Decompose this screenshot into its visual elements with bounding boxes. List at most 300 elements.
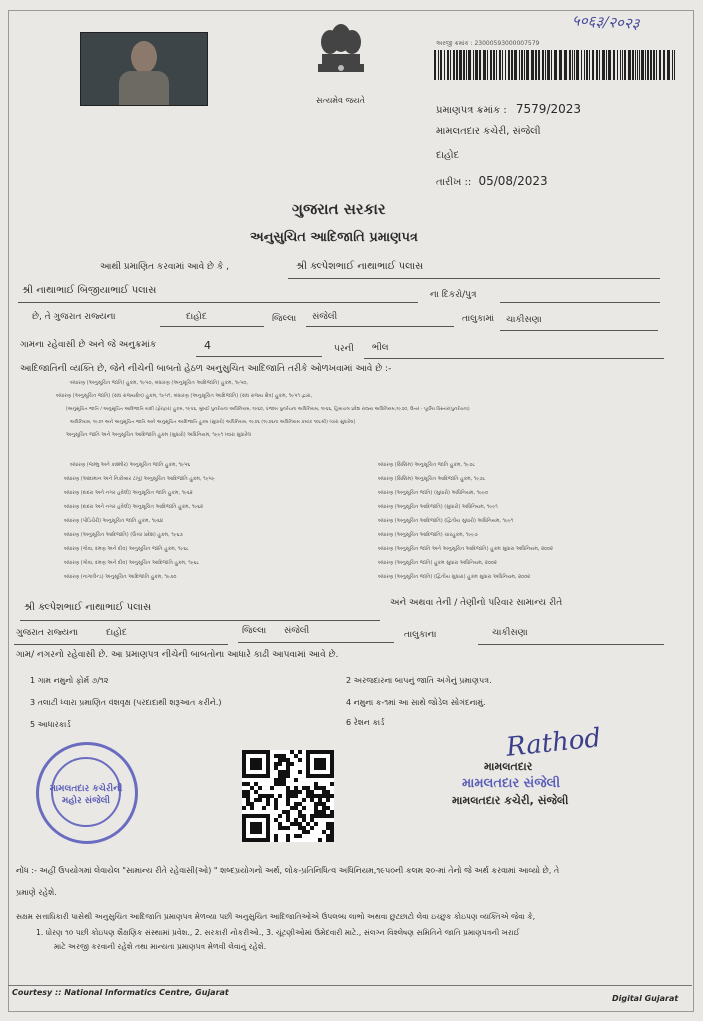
barcode-bar bbox=[450, 50, 451, 80]
qr-module bbox=[306, 790, 310, 794]
qr-module bbox=[314, 806, 318, 810]
issuing-district: દાહોદ bbox=[436, 150, 460, 161]
village-underline bbox=[500, 330, 658, 331]
qr-module bbox=[310, 790, 314, 794]
date-value: 05/08/2023 bbox=[478, 174, 548, 188]
barcode-bar bbox=[466, 50, 467, 80]
taluka-value: સંજેલી bbox=[312, 312, 338, 322]
qr-module bbox=[322, 786, 326, 790]
barcode-bar bbox=[456, 50, 458, 80]
handwritten-reference: ५०६३/२०२३ bbox=[571, 11, 640, 33]
qr-module bbox=[286, 786, 290, 790]
barcode-bar bbox=[620, 50, 621, 80]
barcode-bar bbox=[496, 50, 497, 80]
qr-module bbox=[314, 786, 318, 790]
qr-module bbox=[274, 806, 278, 810]
qr-module bbox=[322, 806, 326, 810]
qr-module bbox=[290, 806, 294, 810]
act-item: બંધારણ (સિક્કિમ) અનુસૂચિત જાતિ હુકમ, ૧૯૭૮ bbox=[378, 462, 476, 468]
qr-module bbox=[322, 802, 326, 806]
qr-module bbox=[278, 814, 282, 818]
act-item: બંધારણ (ગોવા, દમણ અને દીવ) અનુસૂચિત આદિજાતિ હુકમ, ૧૯૬૮ bbox=[64, 560, 200, 566]
res-taluka-underline bbox=[238, 642, 394, 643]
barcode-bar bbox=[487, 50, 488, 80]
qr-module bbox=[262, 794, 266, 798]
qr-module bbox=[302, 818, 306, 822]
barcode-bar bbox=[572, 50, 573, 80]
qr-module bbox=[326, 806, 330, 810]
qr-module bbox=[242, 806, 246, 810]
qr-module bbox=[322, 790, 326, 794]
qr-module bbox=[330, 834, 334, 838]
act-item: બંધારણ (દાદરા અને નગર હવેલી) અનુસૂચિત જાતિ હુકમ, ૧૯૬૨ bbox=[64, 490, 193, 496]
district-underline bbox=[160, 326, 264, 327]
res-taluka-label: તાલુકાના bbox=[404, 630, 437, 640]
district-value: દાહોદ bbox=[186, 312, 207, 322]
act-item: બંધારણ (અનુસૂચિત આદિજાતિ) (દ્વિતીય સુધારો) અધિનિયમ, ૧૯૯૧ bbox=[378, 518, 514, 524]
footer-courtesy: Courtesy :: National Informatics Centre, Gujarat bbox=[12, 988, 229, 997]
signature: Rathod bbox=[504, 723, 603, 763]
qr-module bbox=[298, 770, 302, 774]
qr-module bbox=[314, 810, 318, 814]
qr-module bbox=[266, 794, 270, 798]
qr-module bbox=[314, 802, 318, 806]
qr-module bbox=[278, 762, 282, 766]
act-item: બંધારણ (અનુસૂચિત જાતિ) (દ્વિતીય સુધારા) હુકમ સુધારા અધિનિયમ, ૨૦૦૨ bbox=[378, 574, 531, 580]
barcode-bar bbox=[483, 50, 486, 80]
qr-module bbox=[298, 758, 302, 762]
document-item: 3 તલાટી ધ્વારા પ્રમાણિત વંશવૃક્ષ (પરદાદાથી શરૂઆત કરીને.) bbox=[30, 698, 222, 707]
cert-no-label: પ્રમાણપત્ર ક્રમાંક : bbox=[436, 105, 507, 116]
barcode-bar bbox=[641, 50, 644, 80]
qr-module bbox=[322, 830, 326, 834]
qr-module bbox=[298, 834, 302, 838]
qr-module bbox=[250, 802, 254, 806]
page-border bbox=[8, 10, 694, 1012]
recognized-text: આદિજાતિની વ્યક્તિ છે, જેને નીચેની બાબતો હેઠળ અનુસુચિત આદિજાતિ તરીકે ઓળખવામાં આવે છે :- bbox=[20, 364, 392, 374]
father-underline bbox=[18, 302, 418, 303]
son-underline bbox=[500, 302, 660, 303]
qr-module bbox=[314, 782, 318, 786]
qr-module bbox=[278, 758, 282, 762]
qr-module bbox=[314, 794, 318, 798]
qr-code bbox=[242, 750, 334, 842]
act-item: બંધારણ (આંદામાન અને નિકોબાર ટાપુ) અનુસૂચિત આદિજાતિ હુકમ, ૧૯૫૯ bbox=[64, 476, 215, 482]
barcode-bar bbox=[473, 50, 474, 80]
act-item: અધિનિયમ, ૧૯૭૧ અને અનુસૂચિત જાતિ અને અનુસૂચિત આદિજાતિ હુકમ (સુધારો) અધિનિયમ, ૧૯૭૬ (૧૯૭૬ના અધિનિયમ ક્રમાંક ૧૦૮થી) ધ્વારા સુધારેલ] bbox=[70, 420, 356, 425]
qr-module bbox=[298, 802, 302, 806]
village-value: ચાકીસણા bbox=[506, 315, 542, 325]
barcode-bar bbox=[440, 50, 442, 80]
issue-date bbox=[436, 174, 548, 188]
barcode-bar bbox=[459, 50, 462, 80]
footer-brand: Digital Gujarat bbox=[612, 994, 679, 1003]
qr-module bbox=[278, 794, 282, 798]
qr-module bbox=[294, 802, 298, 806]
barcode-bar bbox=[574, 50, 575, 80]
act-item: બંધારણ (અનુસૂચિત જાતિ) હુકમ સુધારા અધિનિયમ, ૨૦૦૨ bbox=[378, 560, 497, 566]
qr-module bbox=[282, 770, 286, 774]
issuing-office: મામલતદાર કચેરી, સંજેલી bbox=[436, 126, 541, 137]
barcode-bar bbox=[434, 50, 436, 80]
qr-module bbox=[274, 818, 278, 822]
barcode-bar bbox=[490, 50, 492, 80]
qr-module bbox=[254, 798, 258, 802]
barcode-bar bbox=[493, 50, 495, 80]
qr-module bbox=[330, 782, 334, 786]
signatory-office: મામલતદાર કચેરી, સંજેલી bbox=[452, 794, 569, 807]
qr-module bbox=[318, 786, 322, 790]
qr-module bbox=[298, 822, 302, 826]
barcode-bar bbox=[672, 50, 673, 80]
father-name: શ્રી નાથાભાઈ બિજીયાભાઈ પલાસ bbox=[22, 285, 157, 296]
qr-module bbox=[330, 838, 334, 842]
applicant-photo bbox=[80, 32, 208, 106]
qr-module bbox=[326, 826, 330, 830]
qr-module bbox=[258, 786, 262, 790]
act-item: બંધારણ (દાદરા અને નગર હવેલી) અનુસૂચિત આદિજાતિ હુકમ, ૧૯૬૨ bbox=[64, 504, 204, 510]
qr-module bbox=[298, 810, 302, 814]
act-item: બંધારણ (અનુસૂચિત આદિજાતિ) ચારહુકમ, ૧૯૯૭ bbox=[378, 532, 478, 538]
qr-module bbox=[322, 810, 326, 814]
qr-module bbox=[274, 782, 278, 786]
footer-divider bbox=[8, 985, 692, 986]
qr-module bbox=[286, 838, 290, 842]
barcode-bar bbox=[453, 50, 455, 80]
qr-module bbox=[314, 814, 318, 818]
qr-module bbox=[274, 762, 278, 766]
barcode-bar bbox=[538, 50, 540, 80]
qr-module bbox=[274, 838, 278, 842]
qr-module bbox=[286, 802, 290, 806]
qr-finder bbox=[314, 758, 326, 770]
barcode-bar bbox=[499, 50, 501, 80]
barcode-bar bbox=[650, 50, 652, 80]
barcode-bar bbox=[468, 50, 471, 80]
qr-module bbox=[302, 798, 306, 802]
qr-module bbox=[286, 794, 290, 798]
qr-module bbox=[294, 778, 298, 782]
qr-module bbox=[274, 778, 278, 782]
barcode-bar bbox=[667, 50, 670, 80]
qr-module bbox=[278, 782, 282, 786]
barcode-bar bbox=[602, 50, 605, 80]
qr-module bbox=[286, 770, 290, 774]
qr-module bbox=[254, 782, 258, 786]
qr-module bbox=[326, 834, 330, 838]
res-village-underline bbox=[478, 644, 664, 645]
barcode bbox=[432, 50, 678, 80]
note-line: 1. ધોરણ ૧૦ પછી કોઇપણ શૈક્ષણિક સંસ્થામાં પ્રવેશ., 2. સરકારી નોકરીઓ., 3. ચૂંટણીઓમાં ઉમેદવારી માટે., સંલગ્ન વિશ્લેષણ સમિતિને જાતિ પ્રમાણપત્રની ખરાઈ bbox=[36, 928, 520, 937]
qr-module bbox=[306, 830, 310, 834]
qr-module bbox=[294, 786, 298, 790]
barcode-bar bbox=[531, 50, 534, 80]
qr-module bbox=[266, 802, 270, 806]
qr-module bbox=[258, 798, 262, 802]
title-certificate: અનુસુચિત આદિજાતિ પ્રમાણપત્ર bbox=[250, 230, 418, 245]
qr-module bbox=[286, 762, 290, 766]
taluka-underline bbox=[306, 326, 454, 327]
act-item: બંધારણ (જમ્મુ અને કાશ્મીર) અનુસૂચિત જાતિ હુકમ, ૧૯૫૬ bbox=[70, 462, 191, 468]
qr-module bbox=[294, 818, 298, 822]
qr-module bbox=[294, 822, 298, 826]
barcode-bar bbox=[628, 50, 631, 80]
barcode-bar bbox=[624, 50, 626, 80]
act-item: બંધારણ (અનુસૂચિત જાતિ અને અનુસૂચિત આદિજાતિ) હુકમ સુધારા અધિનિયમ, ૨૦૦૨ bbox=[378, 546, 553, 552]
national-emblem-icon bbox=[312, 20, 370, 100]
qr-module bbox=[310, 794, 314, 798]
barcode-bar bbox=[632, 50, 634, 80]
certificate-number bbox=[436, 102, 581, 116]
qr-module bbox=[270, 794, 274, 798]
qr-module bbox=[330, 822, 334, 826]
barcode-bar bbox=[438, 50, 439, 80]
qr-module bbox=[290, 790, 294, 794]
qr-module bbox=[254, 790, 258, 794]
qr-module bbox=[274, 834, 278, 838]
resident-name: શ્રી ક્લ્પેશભાઈ નાથાભાઈ પલાસ bbox=[24, 602, 152, 613]
qr-module bbox=[318, 838, 322, 842]
res-village-value: ચાકીસણા bbox=[492, 628, 528, 638]
person-name: શ્રી ક્લ્પેશભાઈ નાથાભાઈ પલાસ bbox=[296, 261, 424, 272]
certify-text: આથી પ્રમાણિત કરવામાં આવે છે કે , bbox=[100, 262, 229, 272]
qr-module bbox=[330, 810, 334, 814]
qr-module bbox=[262, 806, 266, 810]
emblem-motto: સત્યમેવ જયતે bbox=[316, 96, 365, 105]
barcode-bar bbox=[505, 50, 506, 80]
qr-module bbox=[302, 826, 306, 830]
qr-module bbox=[250, 786, 254, 790]
barcode-bar bbox=[639, 50, 640, 80]
qr-module bbox=[286, 790, 290, 794]
res-district-label: જિલ્લા bbox=[242, 626, 267, 636]
qr-module bbox=[330, 814, 334, 818]
act-item: બંધારણ (અનુસૂચિત આદિજાતિ) (ઉત્તર પ્રદેશ) હુકમ, ૧૯૬૭ bbox=[64, 532, 183, 538]
qr-module bbox=[326, 822, 330, 826]
qr-module bbox=[278, 778, 282, 782]
qr-module bbox=[306, 822, 310, 826]
qr-module bbox=[286, 834, 290, 838]
barcode-bar bbox=[444, 50, 445, 80]
act-item: [અનુસૂચિત જાતિ / અનુસૂચિત આદિજાતિ યાદી (ફેરફાર) હુકમ, ૧૯૫૬, મુંબઈ પુનર્રચના અધિનિયમ, ૧૯૬૦, પંજાબ પુનર્રચના અધિનિયમ, ૧૯૬૬, હિમાચલ પ્રદેશ રાજ્ય અધિનિયમ,૧૯૭૦, ઉત્તર - પૂર્વીય વિસ્તાર(પુનર્રચના) bbox=[66, 407, 470, 412]
barcode-bar bbox=[463, 50, 465, 80]
qr-module bbox=[286, 826, 290, 830]
document-item: 2 અરજદારના બાપનું જાતિ અંગેનું પ્રમાણપત્ર. bbox=[346, 676, 492, 685]
barcode-bar bbox=[569, 50, 571, 80]
qr-module bbox=[242, 794, 246, 798]
qr-module bbox=[278, 770, 282, 774]
qr-module bbox=[286, 758, 290, 762]
qr-module bbox=[322, 794, 326, 798]
barcode-bar bbox=[511, 50, 513, 80]
note-line: પ્રમાણે રહેશે. bbox=[16, 888, 57, 897]
barcode-bar bbox=[584, 50, 585, 80]
qr-module bbox=[246, 794, 250, 798]
qr-module bbox=[278, 822, 282, 826]
qr-module bbox=[326, 814, 330, 818]
taluka-label: તાલુકામાં bbox=[462, 314, 495, 324]
qr-module bbox=[274, 802, 278, 806]
office-seal bbox=[36, 742, 138, 844]
barcode-bar bbox=[586, 50, 588, 80]
qr-module bbox=[258, 794, 262, 798]
qr-module bbox=[286, 818, 290, 822]
qr-module bbox=[326, 798, 330, 802]
qr-module bbox=[326, 794, 330, 798]
qr-module bbox=[242, 790, 246, 794]
qr-finder bbox=[250, 758, 262, 770]
barcode-bar bbox=[599, 50, 600, 80]
act-item: બંધારણ (અનુસૂચિત આદિજાતિ) (સુધારો) અધિનિયમ, ૧૯૯૧ bbox=[378, 504, 498, 510]
qr-module bbox=[298, 790, 302, 794]
act-item: બંધારણ (પોંડિચેરી) અનુસૂચિત જાતિ હુકમ, ૧૯૬૪ bbox=[64, 518, 164, 524]
qr-module bbox=[290, 750, 294, 754]
qr-module bbox=[274, 798, 278, 802]
barcode-bar bbox=[479, 50, 481, 80]
qr-finder bbox=[250, 822, 262, 834]
barcode-bar bbox=[475, 50, 478, 80]
qr-module bbox=[246, 782, 250, 786]
act-item: અનુસૂચિત જાતિ અને અનુસૂચિત આદિજાતિ હુકમ (સુધારો) અધિનિયમ, ૧૯૯૧ ધ્વારા સુધારેલ bbox=[66, 432, 252, 438]
qr-module bbox=[294, 790, 298, 794]
qr-module bbox=[298, 814, 302, 818]
qr-module bbox=[270, 786, 274, 790]
basis-text: ગામ/ નગરનો રહેવાસી છે. આ પ્રમાણપત્ર નીચેની બાબતોના આધારે કાઢી આપવામાં આવે છે. bbox=[16, 650, 339, 660]
qr-module bbox=[282, 758, 286, 762]
qr-module bbox=[274, 766, 278, 770]
barcode-bar bbox=[447, 50, 449, 80]
act-item: બંધારણ (નાગાલેન્ડ) અનુસૂચિત આદિજાતિ હુકમ, ૧૯૭૦ bbox=[64, 574, 177, 580]
barcode-bar bbox=[613, 50, 615, 80]
barcode-bar bbox=[526, 50, 529, 80]
barcode-bar bbox=[622, 50, 623, 80]
qr-module bbox=[330, 794, 334, 798]
qr-module bbox=[294, 794, 298, 798]
note-line: માટે અરજી કરવાની રહેશે તથા માન્યતા પ્રમાણપત્ર મેળવી લેવાનું રહેશે. bbox=[54, 942, 267, 951]
act-item: બંધારણ (અનુસૂચિત જાતિ) (સંઘ રાજ્યક્ષેત્ર) હુકમ, ૧૯૫૧, બંધારણ (અનુસૂચિત આદિજાતિ) (સંઘ રાજ્ય ક્ષેત્ર) હુકમ, ૧૯૫૧ દ્વારા, bbox=[56, 393, 313, 399]
qr-module bbox=[290, 794, 294, 798]
note-line: નોંધ :- અહીં ઉપયોગમાં લેવાયેલ "સામાન્ય રીતે રહેવાસી(ઓ) " શબ્દપ્રયોગનો અર્થ, લોક-પ્રતિનિધિત્વ અધિનિયમ,૧૯૫૦ની કલમ ૨૦-માં તેનો જે અર્થ કરવામાં આવ્યો છે, તે bbox=[16, 866, 560, 875]
qr-module bbox=[266, 798, 270, 802]
qr-module bbox=[246, 790, 250, 794]
qr-module bbox=[318, 814, 322, 818]
qr-module bbox=[278, 774, 282, 778]
barcode-bar bbox=[519, 50, 520, 80]
tribe-label: પરની bbox=[334, 344, 354, 354]
qr-module bbox=[286, 766, 290, 770]
qr-module bbox=[294, 834, 298, 838]
date-label: તારીખ :: bbox=[436, 177, 472, 188]
seal-text: મામલતદાર કચેરીની મહોર સંજેલી bbox=[49, 784, 123, 806]
document-item: 5 આધારકાર્ડ bbox=[30, 720, 71, 729]
signatory-title: મામલતદાર bbox=[484, 760, 533, 773]
barcode-bar bbox=[617, 50, 618, 80]
qr-module bbox=[326, 790, 330, 794]
barcode-bar bbox=[656, 50, 657, 80]
qr-module bbox=[282, 778, 286, 782]
res-district-underline bbox=[14, 644, 228, 645]
qr-module bbox=[282, 754, 286, 758]
qr-module bbox=[278, 754, 282, 758]
note-line: સક્ષમ સત્તાધિકારી પાસેથી અનુસુચિત આદિજાતિ પ્રમાણપત્ર મેળવ્યા પછી અનુસુચિત આદિજાતિઓએ ઉપલબ્ધ લાભો અથવા છુટછાટો લેવા ઇચ્છુક કોઇપણ વ્યક્તિએ જેવા કે, bbox=[16, 912, 535, 921]
tribe-value: ભીલ bbox=[372, 343, 389, 353]
barcode-bar bbox=[554, 50, 557, 80]
state-text: છે, તે ગુજરાત રાજ્યના bbox=[32, 312, 116, 322]
barcode-bar bbox=[559, 50, 562, 80]
family-text: અને અથવા તેની / તેણીનો પરિવાર સામાન્ય રીતે bbox=[390, 598, 563, 608]
barcode-bar bbox=[647, 50, 649, 80]
res-taluka-value: સંજેલી bbox=[284, 626, 310, 636]
qr-module bbox=[298, 826, 302, 830]
district-label: જિલ્લા bbox=[272, 314, 297, 324]
barcode-bar bbox=[545, 50, 546, 80]
barcode-bar bbox=[542, 50, 544, 80]
qr-module bbox=[250, 806, 254, 810]
document-item: 6 રેશન કાર્ડ bbox=[346, 718, 385, 727]
serial-underline bbox=[196, 356, 322, 357]
resident-underline bbox=[20, 620, 380, 621]
act-item: બંધારણ (સિક્કિમ) અનુસૂચિત આદિજાતિ હુકમ, ૧૯૭૮ bbox=[378, 476, 486, 482]
tribe-underline bbox=[364, 358, 664, 359]
barcode-bar bbox=[637, 50, 638, 80]
qr-module bbox=[302, 814, 306, 818]
qr-module bbox=[246, 802, 250, 806]
cert-no-value: 7579/2023 bbox=[515, 102, 582, 116]
barcode-bar bbox=[576, 50, 579, 80]
document-item: 1 ગામ નમુનો ફોર્મ ૭/૧૨ bbox=[30, 676, 109, 685]
qr-module bbox=[274, 754, 278, 758]
qr-module bbox=[310, 818, 314, 822]
qr-module bbox=[282, 782, 286, 786]
qr-module bbox=[314, 822, 318, 826]
barcode-bar bbox=[508, 50, 510, 80]
barcode-bar bbox=[645, 50, 646, 80]
barcode-bar bbox=[653, 50, 655, 80]
barcode-bar bbox=[564, 50, 567, 80]
barcode-bar bbox=[659, 50, 661, 80]
qr-module bbox=[282, 774, 286, 778]
qr-module bbox=[290, 822, 294, 826]
barcode-bar bbox=[514, 50, 517, 80]
application-number: અરજી ક્રમાંક : 23000593000007579 bbox=[436, 40, 540, 47]
qr-module bbox=[310, 826, 314, 830]
act-item: બંધારણ (ગોવા, દમણ અને દીવ) અનુસૂચિત જાતિ હુકમ, ૧૯૬૮ bbox=[64, 546, 189, 552]
qr-module bbox=[330, 830, 334, 834]
qr-module bbox=[294, 806, 298, 810]
barcode-bar bbox=[521, 50, 523, 80]
barcode-bar bbox=[581, 50, 582, 80]
qr-module bbox=[302, 786, 306, 790]
qr-module bbox=[326, 838, 330, 842]
barcode-bar bbox=[502, 50, 503, 80]
qr-module bbox=[294, 754, 298, 758]
document-item: 4 નમુના ક-૧માં આ સાથે જોડેલ સોગંદનામું. bbox=[346, 698, 486, 707]
signatory-stamp: મામલતદાર સંજેલી bbox=[462, 776, 561, 791]
barcode-bar bbox=[551, 50, 552, 80]
qr-module bbox=[242, 782, 246, 786]
qr-module bbox=[298, 750, 302, 754]
res-state-text: ગુજરાત રાજ્યના bbox=[16, 628, 79, 638]
qr-module bbox=[318, 810, 322, 814]
barcode-bar bbox=[635, 50, 636, 80]
act-item: બંધારણ (અનુસૂચિત જાતિ) હુકમ, ૧૯૫૦, બંધારણ (અનુસૂચિત આદિજાતિ) હુકમ, ૧૯૫૦, bbox=[70, 380, 249, 386]
barcode-bar bbox=[596, 50, 598, 80]
qr-module bbox=[282, 810, 286, 814]
qr-module bbox=[278, 826, 282, 830]
qr-module bbox=[246, 798, 250, 802]
qr-module bbox=[318, 802, 322, 806]
qr-module bbox=[306, 794, 310, 798]
